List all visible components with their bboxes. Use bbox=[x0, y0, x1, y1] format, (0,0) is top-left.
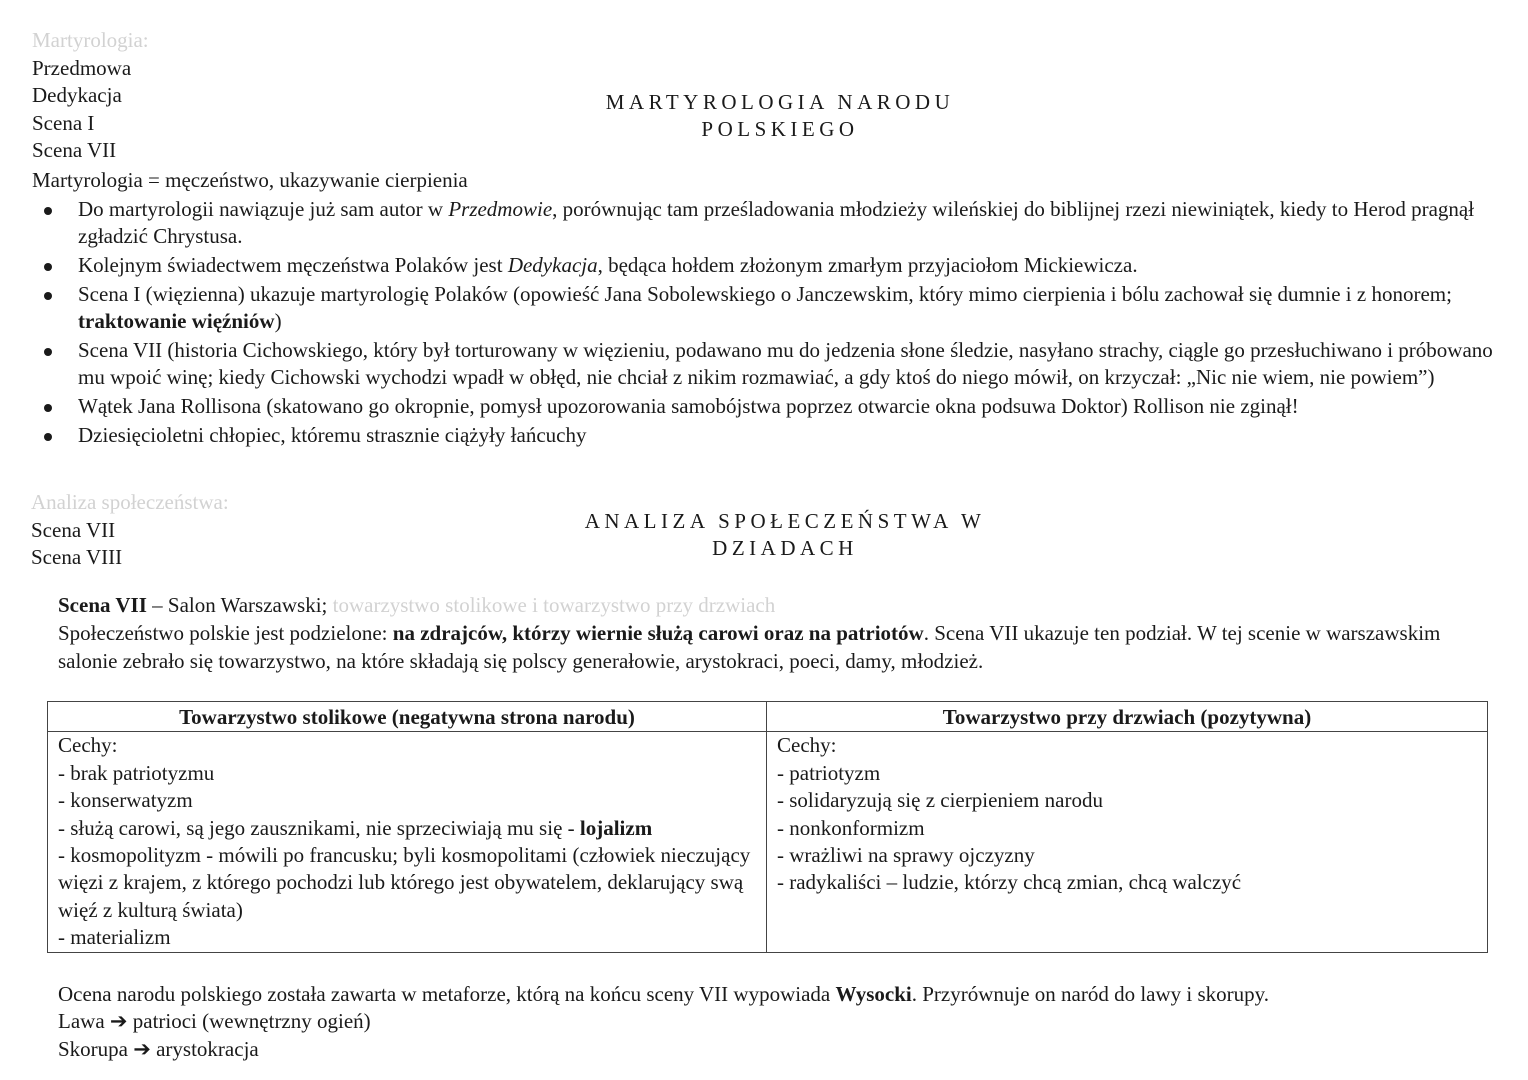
cell-item: - radykaliści – ludzie, którzy chcą zmian, chcą walczyć bbox=[777, 870, 1242, 895]
cell-item: - brak patriotyzmu bbox=[58, 760, 215, 785]
cell-item: - służą carowi, są jego zausznikami, nie sprzeciwiają mu się - lojalizm bbox=[58, 815, 653, 840]
bullet-dot-icon bbox=[44, 348, 52, 356]
society-title-line: ANALIZA SPOŁECZEŃSTWA W bbox=[584, 509, 986, 533]
table-header: Towarzystwo przy drzwiach (pozytywna) bbox=[767, 702, 1488, 732]
scene-heading: Scena VII – Salon Warszawski; towarzystwo stolikowe i towarzystwo przy drzwiach bbox=[58, 593, 776, 617]
martyrology-title-line: MARTYROLOGIA NARODU bbox=[605, 90, 955, 114]
society-faded-heading: Analiza społeczeństwa: bbox=[31, 490, 229, 514]
cell-item: - materializm bbox=[58, 925, 171, 950]
conclusion-paragraph: Ocena narodu polskiego została zawarta w metaforze, którą na końcu sceny VII wypowiada Wysocki. Przyrównuje on naród do lawy i skorupy. bbox=[58, 982, 1270, 1006]
index-item: Przedmowa bbox=[32, 55, 132, 80]
society-index bbox=[31, 489, 229, 572]
society-title-line: DZIADACH bbox=[712, 536, 858, 560]
index-item: Scena I bbox=[32, 110, 95, 135]
right-arrow-icon: ➔ bbox=[133, 1037, 151, 1061]
metaphor-skorupa: Skorupa ➔ arystokracja bbox=[58, 1037, 259, 1061]
martyrology-bullet-list bbox=[32, 196, 1512, 449]
society-paragraph: Społeczeństwo polskie jest podzielone: na zdrajców, którzy wiernie służą carowi oraz na patriotów. Scena VII ukazuje ten podział. W tej scenie w warszawskim salonie zebrało się towarzystwo, na które składają się polscy generałowie, arystokraci, poeci, damy, młodzież. bbox=[58, 621, 1441, 673]
cell-item: - wrażliwi na sprawy ojczyzny bbox=[777, 843, 1035, 868]
bullet-dot-icon bbox=[44, 207, 52, 215]
index-item: Dedykacja bbox=[32, 83, 122, 107]
bullet-dot-icon bbox=[44, 292, 52, 300]
index-item: Scena VII bbox=[32, 138, 117, 162]
table-row bbox=[48, 732, 1488, 952]
cell-item: - kosmopolityzm - mówili po francusku; byli kosmopolitami (człowiek nieczujący więzi z krajem, z którego pochodzi lub którego jest obywatelem, deklarujący swą więź z kulturą świata) bbox=[58, 843, 751, 922]
cell-item: - konserwatyzm bbox=[58, 788, 193, 813]
metaphor-lawa: Lawa ➔ patrioci (wewnętrzny ogień) bbox=[58, 1009, 371, 1033]
cell-label: Cechy: bbox=[777, 733, 837, 758]
table-header-row bbox=[48, 702, 1488, 732]
society-comparison-table bbox=[47, 701, 1488, 953]
scene-faded-note: towarzystwo stolikowe i towarzystwo przy drzwiach bbox=[332, 593, 776, 617]
cell-item: - nonkonformizm bbox=[777, 815, 925, 840]
martyrology-faded-heading: Martyrologia: bbox=[32, 28, 149, 52]
bullet-dot-icon bbox=[44, 433, 52, 441]
martyrology-definition: Martyrologia = męczeństwo, ukazywanie cierpienia bbox=[32, 167, 468, 192]
cell-item: - solidaryzują się z cierpieniem narodu bbox=[777, 788, 1103, 813]
list-item: Do martyrologii nawiązuje już sam autor w Przedmowie, porównując tam prześladowania młodzieży wileńskiej do biblijnej rzezi niewiniątek, kiedy to Herod pragnął zgładzić Chrystusa. bbox=[32, 196, 1512, 250]
cell-label: Cechy: bbox=[58, 733, 118, 758]
cell-item: - patriotyzm bbox=[777, 760, 881, 785]
society-title bbox=[500, 508, 1070, 562]
martyrology-index bbox=[32, 27, 468, 194]
bullet-dot-icon bbox=[44, 263, 52, 271]
table-header: Towarzystwo stolikowe (negatywna strona narodu) bbox=[48, 702, 767, 732]
table-cell-positive bbox=[767, 732, 1488, 952]
scene-label: Scena VII bbox=[58, 593, 147, 617]
index-item: Scena VIII bbox=[31, 545, 123, 569]
list-item: Dziesięcioletni chłopiec, któremu strasznie ciążyły łańcuchy bbox=[32, 422, 1512, 449]
table-cell-negative bbox=[48, 732, 767, 952]
list-item: Kolejnym świadectwem męczeństwa Polaków jest Dedykacja, będąca hołdem złożonym zmarłym przyjaciołom Mickiewicza. bbox=[32, 252, 1512, 279]
right-arrow-icon: ➔ bbox=[109, 1009, 128, 1033]
index-item: Scena VII bbox=[31, 517, 116, 542]
list-item: Scena VII (historia Cichowskiego, który był torturowany w więzieniu, podawano mu do jedzenia słone śledzie, nasyłano strachy, ciągle go przesłuchiwano i próbowano mu wpoić winę; kiedy Cichowski wychodzi wpadł w obłęd, nie chciał z nikim rozmawiać, a gdy ktoś do niego mówił, on krzyczał: „Nic nie wiem, nie powiem”) bbox=[32, 337, 1512, 391]
list-item: Wątek Jana Rollisona (skatowano go okropnie, pomysł upozorowania samobójstwa poprzez otwarcie okna podsuwa Doktor) Rollison nie zginął! bbox=[32, 393, 1512, 420]
list-item: Scena I (więzienna) ukazuje martyrologię Polaków (opowieść Jana Sobolewskiego o Janczewskim, który mimo cierpienia i bólu zachował się dumnie i z honorem; traktowanie więźniów) bbox=[32, 281, 1512, 335]
bullet-dot-icon bbox=[44, 404, 52, 412]
martyrology-title-line: POLSKIEGO bbox=[701, 117, 859, 141]
martyrology-title bbox=[520, 89, 1040, 143]
